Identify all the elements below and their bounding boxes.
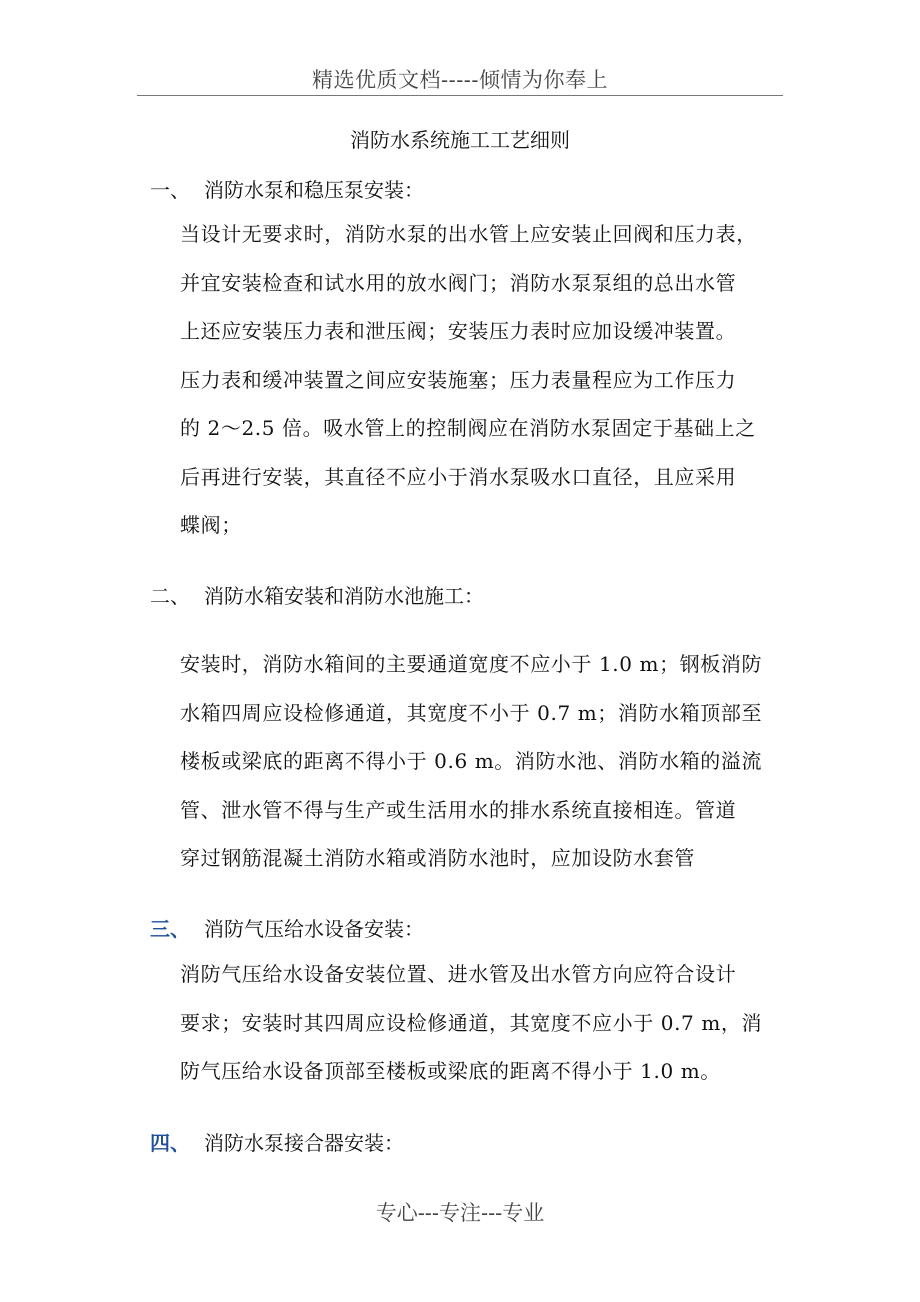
section-title: 消防水箱安装和消防水池施工： [204, 584, 484, 608]
section-title: 消防水泵接合器安装： [204, 1131, 404, 1155]
body-line: 管、泄水管不得与生产或生活用水的排水系统直接相连。管道 [180, 797, 737, 822]
body-line: 要求；安装时其四周应设检修通道，其宽度不应小于 0.7 m，消 [180, 1010, 763, 1035]
section-title: 消防水泵和稳压泵安装： [204, 178, 424, 202]
section-number: 四、 [150, 1131, 190, 1155]
page-footer: 专心---专注---专业 [375, 1201, 545, 1225]
section-number: 二、 [150, 584, 190, 608]
body-line: 蝶阀； [180, 513, 242, 537]
section-number: 一、 [150, 178, 190, 202]
section-body-1 [180, 220, 790, 560]
section-title: 消防气压给水设备安装： [204, 917, 424, 941]
body-line: 的 2～2.5 倍。吸水管上的控制阀应在消防水泵固定于基础上之 [180, 416, 756, 440]
body-line: 安装时，消防水箱间的主要通道宽度不应小于 1.0 m；钢板消防 [180, 652, 763, 676]
body-line: 楼板或梁底的距离不得小于 0.6 m。消防水池、消防水箱的溢流 [180, 749, 763, 773]
section-heading-4 [150, 1127, 404, 1156]
section-body-2 [180, 650, 790, 893]
body-line: 水箱四周应设检修通道，其宽度不小于 0.7 m；消防水箱顶部至 [180, 700, 763, 725]
section-body-3 [180, 960, 790, 1106]
body-line: 消防气压给水设备安装位置、进水管及出水管方向应符合设计 [180, 962, 737, 986]
section-heading-3 [150, 913, 424, 942]
header-divider [137, 95, 783, 96]
body-line: 穿过钢筋混凝土消防水箱或消防水池时，应加设防水套管 [180, 846, 695, 870]
body-line: 当设计无要求时，消防水泵的出水管上应安装止回阀和压力表， [180, 222, 757, 246]
page-header: 精选优质文档-----倾情为你奉上 [312, 68, 608, 92]
body-line: 压力表和缓冲装置之间应安装施塞；压力表量程应为工作压力 [180, 367, 737, 392]
body-line: 防气压给水设备顶部至楼板或梁底的距离不得小于 1.0 m。 [180, 1059, 721, 1083]
body-line: 后再进行安装，其直径不应小于消水泵吸水口直径，且应采用 [180, 464, 737, 489]
body-line: 并宜安装检查和试水用的放水阀门；消防水泵泵组的总出水管 [180, 270, 737, 295]
section-heading-1 [150, 174, 424, 203]
section-number: 三、 [150, 917, 190, 941]
body-line: 上还应安装压力表和泄压阀；安装压力表时应加设缓冲装置。 [180, 319, 737, 343]
section-heading-2 [150, 580, 484, 609]
document-title: 消防水系统施工工艺细则 [350, 128, 570, 152]
